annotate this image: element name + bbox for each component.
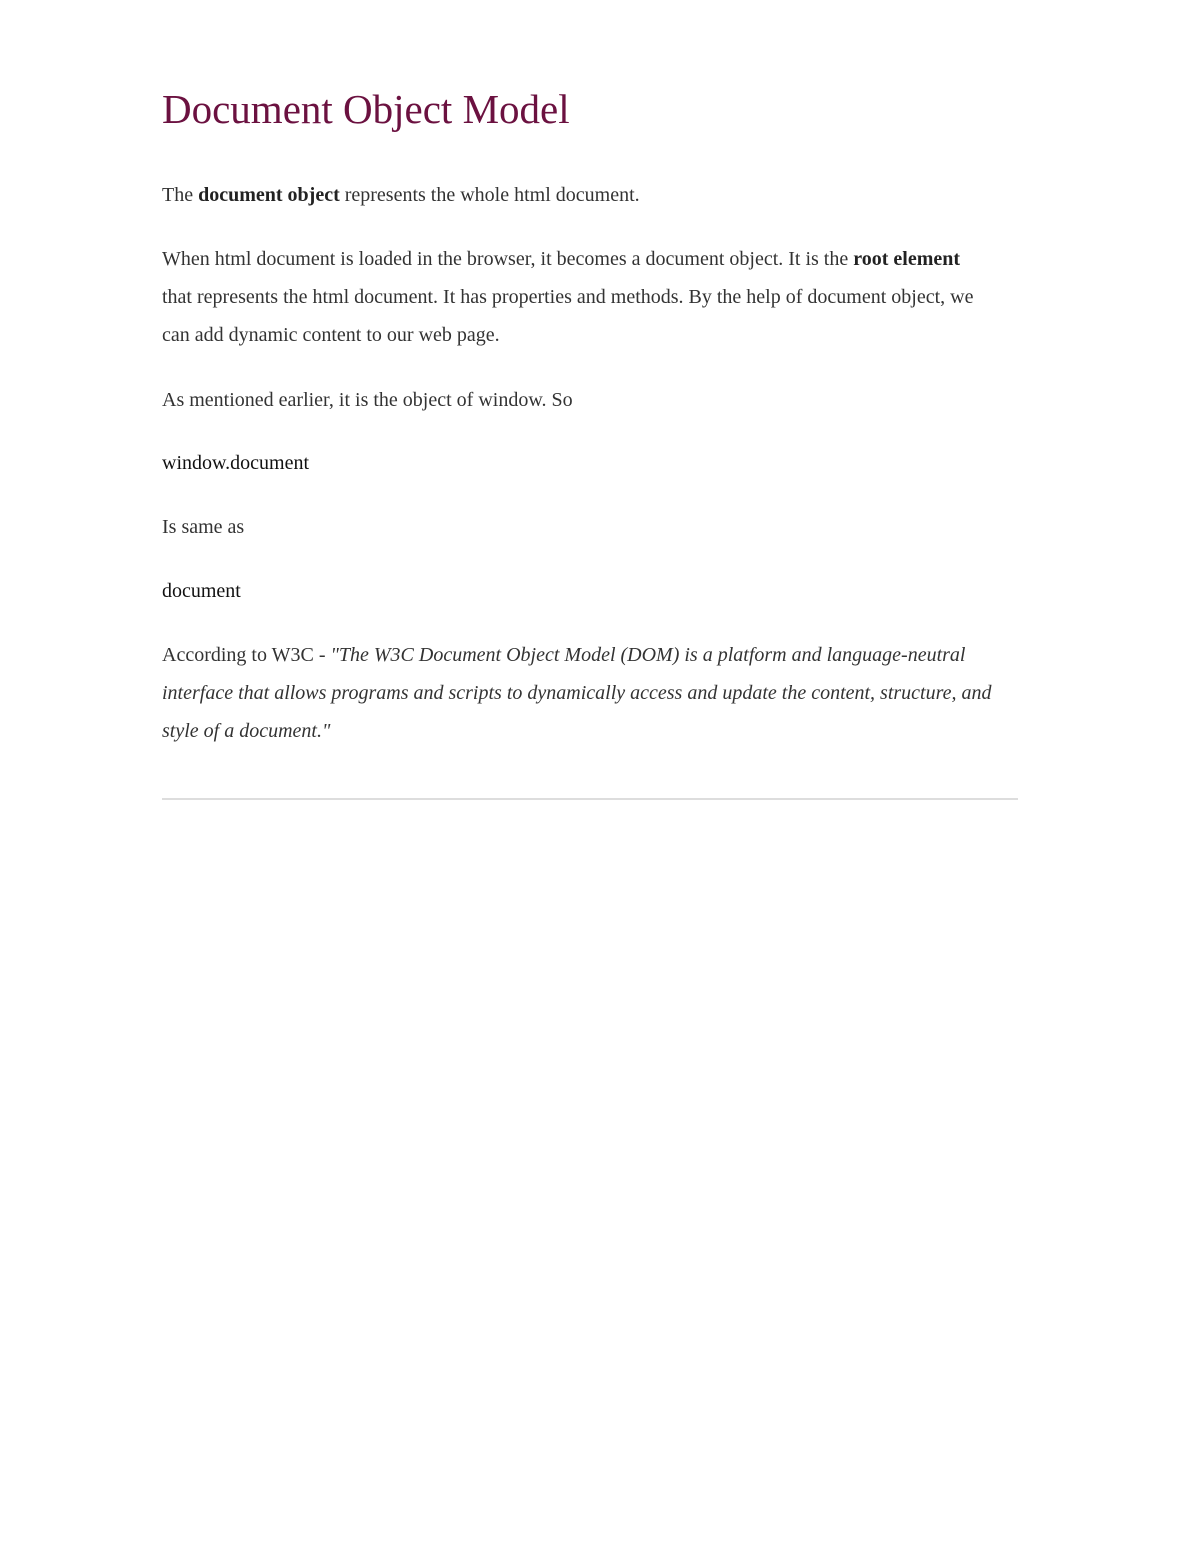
w3c-prefix: According to W3C - (162, 644, 331, 666)
same-as-paragraph: Is same as (162, 516, 245, 538)
intro-text-before: The (162, 184, 199, 206)
description-text-after: that represents the html document. It has properties and methods. By the help of document object, we can add dynamic content to our web page. (162, 286, 974, 346)
intro-text-after: represents the whole html document. (339, 184, 640, 206)
window-object-paragraph: As mentioned earlier, it is the object of window. So (162, 389, 573, 411)
page-title: Document Object Model (162, 86, 570, 132)
section-divider (162, 798, 1018, 800)
code-document: document (162, 580, 241, 602)
description-bold-term: root element (853, 248, 961, 270)
code-window-document: window.document (162, 452, 310, 474)
intro-bold-term: document object (198, 184, 340, 206)
w3c-quote: "The W3C Document Object Model (DOM) is a platform and language-neutral interface that allows programs and scripts to dynamically access and update the content, structure, and style of a document." (162, 644, 992, 742)
description-paragraph (162, 240, 982, 354)
w3c-definition-paragraph (162, 636, 1002, 750)
description-text-before: When html document is loaded in the browser, it becomes a document object. It is the (162, 248, 854, 270)
intro-paragraph (162, 176, 1018, 214)
